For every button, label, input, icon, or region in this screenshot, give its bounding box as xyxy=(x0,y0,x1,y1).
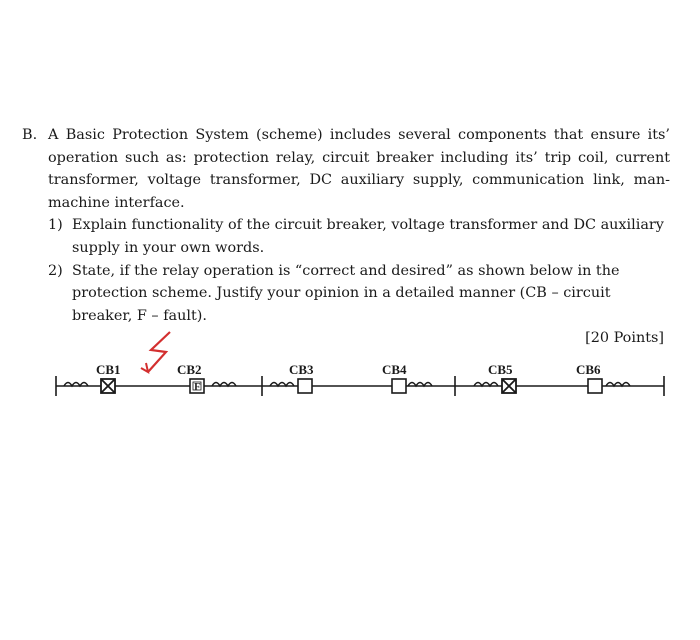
cb1-label: CB1 xyxy=(96,362,121,377)
cb4 xyxy=(382,362,407,393)
fault-lightning-icon xyxy=(141,332,170,372)
cb3 xyxy=(289,362,314,393)
cb5-label: CB5 xyxy=(488,362,513,377)
points-label: [20 Points] xyxy=(585,330,664,347)
cb6-label: CB6 xyxy=(576,362,601,377)
item-number: 2) xyxy=(48,262,63,279)
cb5 xyxy=(488,362,516,393)
busbar-lines xyxy=(56,376,664,396)
breaker-closed-icon xyxy=(588,379,602,393)
cb2 xyxy=(177,362,204,393)
cb2-label: CB2 xyxy=(177,362,202,377)
question-intro: A Basic Protection System (scheme) includes several components that ensure its’ operation such as: protection relay, circuit breaker including its’ trip coil, current transformer, voltage transformer, DC auxiliary supply, communication link, man-machine interface. xyxy=(48,127,670,211)
item-text: State, if the relay operation is “correct and desired” as shown below in the protection scheme. Justify your opinion in a detailed manner (CB – circuit breaker, F – fault). xyxy=(72,262,620,324)
cb4-label: CB4 xyxy=(382,362,407,377)
question-label: B. xyxy=(22,127,38,143)
cb6 xyxy=(576,362,602,393)
cb1 xyxy=(96,362,121,393)
breaker-closed-icon xyxy=(298,379,312,393)
breaker-closed-icon xyxy=(392,379,406,393)
fault-marker-label: F xyxy=(194,381,201,393)
cb3-label: CB3 xyxy=(289,362,314,377)
item-number: 1) xyxy=(48,217,63,234)
item-text: Explain functionality of the circuit breaker, voltage transformer and DC auxiliary supply in your own words. xyxy=(72,217,664,256)
